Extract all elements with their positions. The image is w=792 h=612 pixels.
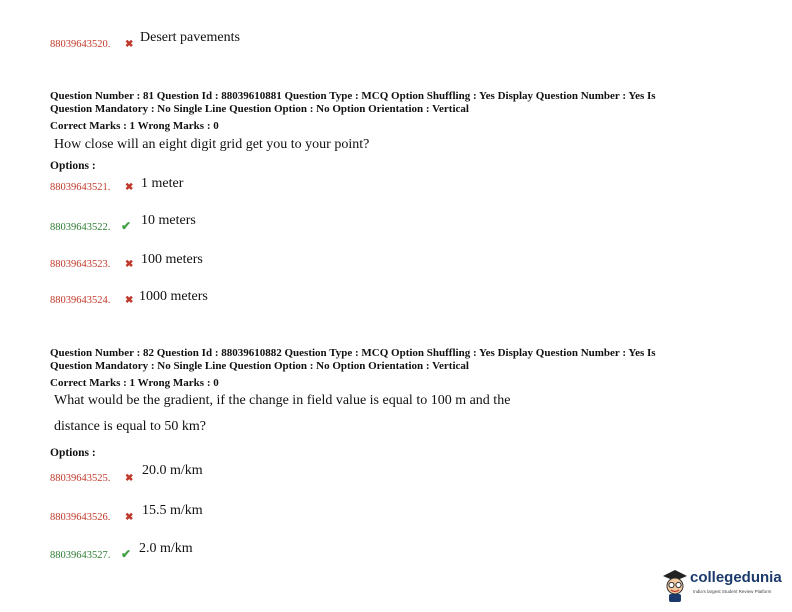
option-id: 88039643523.: [50, 259, 111, 270]
question-meta-line2: Question Mandatory : No Single Line Question Option : No Option Orientation : Vertical: [50, 103, 469, 115]
cross-icon: ✖: [125, 259, 134, 270]
question-meta: [50, 347, 656, 373]
option-id: 88039643527.: [50, 550, 111, 561]
option-text: 100 meters: [141, 252, 203, 267]
question-meta-line1: Question Number : 81 Question Id : 88039610881 Question Type : MCQ Option Shuffling : Yes Display Question Number : Yes Is: [50, 90, 656, 102]
marks-info: Correct Marks : 1 Wrong Marks : 0: [50, 377, 219, 389]
question-text: How close will an eight digit grid get you to your point?: [54, 137, 370, 152]
mascot-icon: [660, 567, 690, 603]
question-text-line1: What would be the gradient, if the change in field value is equal to 100 m and the: [54, 393, 511, 408]
cross-icon: ✖: [125, 295, 134, 306]
cross-icon: ✖: [125, 39, 134, 50]
question-meta-line2: Question Mandatory : No Single Line Question Option : No Option Orientation : Vertical: [50, 360, 469, 372]
question-meta-line1: Question Number : 82 Question Id : 88039610882 Question Type : MCQ Option Shuffling : Yes Display Question Number : Yes Is: [50, 347, 656, 359]
check-icon: ✔: [121, 219, 132, 233]
options-label: Options :: [50, 160, 96, 172]
option-text: 1000 meters: [139, 289, 208, 304]
option-id: 88039643520.: [50, 39, 111, 50]
cross-icon: ✖: [125, 512, 134, 523]
option-text: 10 meters: [141, 213, 196, 228]
option-id: 88039643522.: [50, 222, 111, 233]
option-id: 88039643521.: [50, 182, 111, 193]
option-id: 88039643526.: [50, 512, 111, 523]
check-icon: ✔: [121, 547, 132, 561]
option-id: 88039643525.: [50, 473, 111, 484]
question-meta: [50, 90, 656, 116]
option-id: 88039643524.: [50, 295, 111, 306]
cross-icon: ✖: [125, 473, 134, 484]
logo-name: collegedunia: [690, 569, 782, 586]
option-text: 15.5 m/km: [142, 503, 203, 518]
logo-tagline: India's largest Student Review Platform: [693, 589, 772, 594]
option-text: 20.0 m/km: [142, 463, 203, 478]
question-text-line2: distance is equal to 50 km?: [54, 419, 207, 434]
collegedunia-logo: [660, 565, 785, 605]
option-text: 2.0 m/km: [139, 541, 193, 556]
options-label: Options :: [50, 447, 96, 459]
cross-icon: ✖: [125, 182, 134, 193]
marks-info: Correct Marks : 1 Wrong Marks : 0: [50, 120, 219, 132]
option-text: 1 meter: [141, 176, 184, 191]
option-text: Desert pavements: [140, 30, 240, 45]
